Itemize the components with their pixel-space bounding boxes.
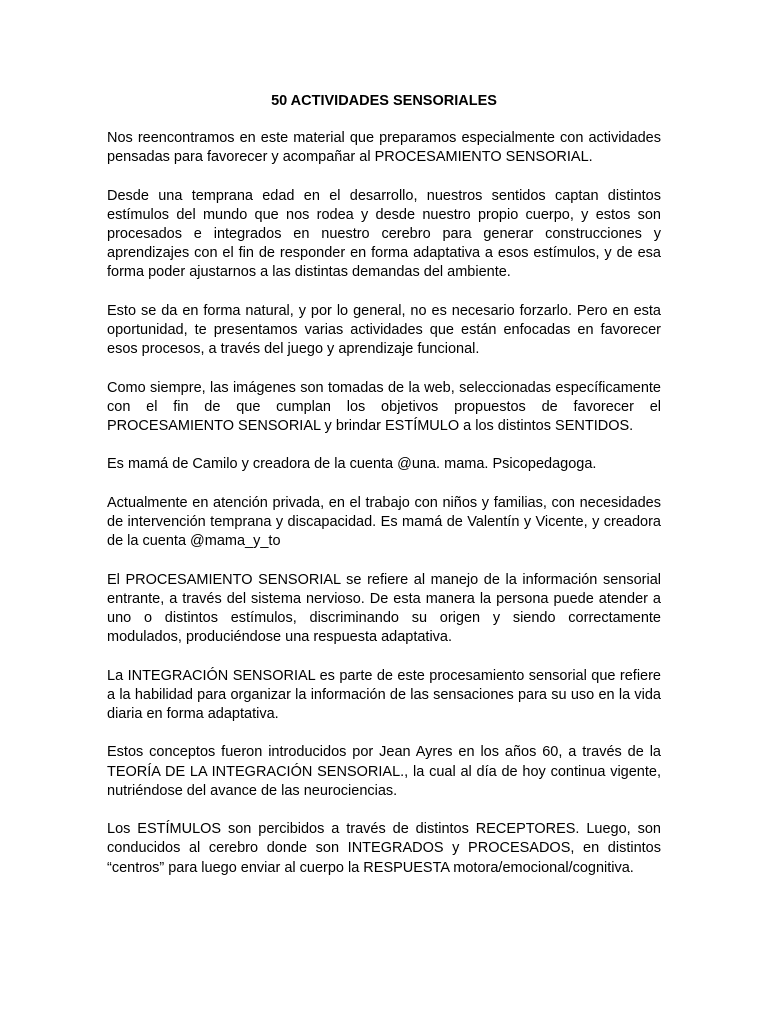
- paragraph-author-one: Es mamá de Camilo y creadora de la cuenta @una. mama. Psicopedagoga.: [107, 456, 597, 473]
- paragraph-ayres-theory: Estos conceptos fueron introducidos por Jean Ayres en los años 60, a través de la TEORÍA DE LA INTEGRACIÓN SENSORIAL., la cual al día de hoy continua vigente, nutriéndose del avance de las neurociencias.: [107, 744, 661, 799]
- paragraph-development: Desde una temprana edad en el desarrollo, nuestros sentidos captan distintos estímulos del mundo que nos rodea y desde nuestro propio cuerpo, y estos son procesados e integrados en nuestro cerebro para generar construcciones y aprendizajes con el fin de responder en forma adaptativa a esos estímulos, y de esa forma poder ajustarnos a las distintas demandas del ambiente.: [107, 187, 661, 281]
- paragraph-intro: Nos reencontramos en este material que preparamos especialmente con actividades pensadas para favorecer y acompañar al PROCESAMIENTO SENSORIAL.: [107, 130, 661, 166]
- document-title: 50 ACTIVIDADES SENSORIALES: [271, 93, 497, 109]
- paragraph-natural-process: Esto se da en forma natural, y por lo general, no es necesario forzarlo. Pero en esta oportunidad, te presentamos varias actividades que están enfocadas en favorecer esos procesos, a través del juego y aprendizaje funcional.: [107, 302, 661, 358]
- paragraph-author-two: Actualmente en atención privada, en el trabajo con niños y familias, con necesidades de intervención temprana y discapacidad. Es mamá de Valentín y Vicente, y creadora de la cuenta @mama_y_to: [107, 494, 661, 550]
- paragraph-images-note: Como siempre, las imágenes son tomadas de la web, seleccionadas específicamente con el fin de que cumplan los objetivos propuestos de favorecer el PROCESAMIENTO SENSORIAL y brindar ESTÍMULO a los distintos SENTIDOS.: [107, 379, 661, 434]
- paragraph-sensory-integration: La INTEGRACIÓN SENSORIAL es parte de este procesamiento sensorial que refiere a la habilidad para organizar la información de las sensaciones para su uso en la vida diaria en forma adaptativa.: [107, 667, 661, 722]
- paragraph-stimuli-receptors: Los ESTÍMULOS son percibidos a través de distintos RECEPTORES. Luego, son conducidos al cerebro donde son INTEGRADOS y PROCESADOS, en distintos “centros” para luego enviar al cuerpo la RESPUESTA motora/emocional/cognitiva.: [107, 821, 661, 876]
- document-page: [107, 92, 661, 897]
- paragraph-sensory-processing: El PROCESAMIENTO SENSORIAL se refiere al manejo de la información sensorial entrante, a través del sistema nervioso. De esta manera la persona puede atender a uno o distintos estímulos, discriminando su origen y siendo correctamente modulados, produciéndose una respuesta adaptativa.: [107, 571, 661, 646]
